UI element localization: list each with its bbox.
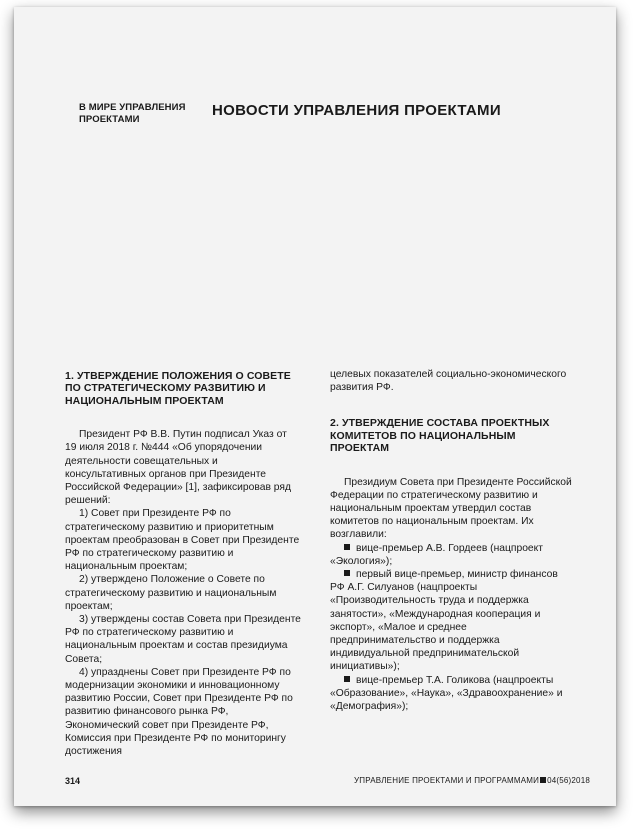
square-bullet-icon <box>344 544 350 550</box>
journal-name: УПРАВЛЕНИЕ ПРОЕКТАМИ И ПРОГРАММАМИ <box>354 776 540 785</box>
bullet-text: вице-премьер Т.А. Голикова (нацпроекты «Образование», «Наука», «Здравоохранение» и «Демография»); <box>330 674 563 713</box>
article1-continuation: целевых показателей социально-экономического развития РФ. <box>330 369 567 394</box>
article2-bullet-2 <box>330 568 572 674</box>
article1-item-2: 2) утверждено Положение о Совете по стратегическому развитию и национальным проектам; <box>65 574 277 612</box>
section-label: В МИРЕ УПРАВЛЕНИЯ ПРОЕКТАМИ <box>79 102 186 125</box>
page-number: 314 <box>65 776 81 786</box>
article2-bullet-1 <box>330 542 572 568</box>
left-column <box>65 370 301 758</box>
article2-intro: Президиум Совета при Президенте Российской Федерации по стратегическому развитию и национальным проектам утвердил состав комитетов по национальным проектам. Их возглавили: <box>330 476 572 541</box>
page-title: НОВОСТИ УПРАВЛЕНИЯ ПРОЕКТАМИ <box>212 102 501 119</box>
article2-bullet-3 <box>330 674 572 714</box>
square-separator-icon <box>540 777 546 783</box>
article1-item-3: 3) утверждены состав Совета при Президенте РФ по стратегическому развитию и национальным проектам и состав президиума Совета; <box>65 614 301 665</box>
journal-issue: 04(56)2018 <box>547 776 590 785</box>
bullet-text: первый вице-премьер, министр финансов РФ А.Г. Силуанов (нацпроекты «Производительность труда и поддержка занятости», «Международная кооперация и экспорт», «Малое и среднее предпринимательство и поддержка индивидуальной предпринимательской инициативы»); <box>330 569 558 673</box>
article1-intro: Президент РФ В.В. Путин подписал Указ от 19 июля 2018 г. №444 «Об упорядочении деятельности совещательных и консультативных органов при Президенте Российской Федерации» [1], зафиксировав ряд решений: <box>65 429 291 507</box>
journal-footer <box>354 776 590 785</box>
right-column <box>330 368 572 713</box>
article1-item-4: 4) упразднены Совет при Президенте РФ по модернизации экономики и инновационному развитию России, Совет при Президенте РФ по развитию финансового рынка РФ, Экономический совет при Президенте РФ, Комиссия при Президенте РФ по мониторингу достижения <box>65 666 293 758</box>
bullet-text: вице-премьер А.В. Гордеев (нацпроект «Экология»); <box>330 542 543 567</box>
square-bullet-icon <box>344 676 350 682</box>
article1-item-1: 1) Совет при Президенте РФ по стратегическому развитию и приоритетным проектам преобразован в Совет при Президенте РФ по стратегическому развитию и национальным проектам; <box>65 508 300 573</box>
square-bullet-icon <box>344 570 350 576</box>
article1-heading: 1. УТВЕРЖДЕНИЕ ПОЛОЖЕНИЯ О СОВЕТЕ ПО СТРАТЕГИЧЕСКОМУ РАЗВИТИЮ И НАЦИОНАЛЬНЫМ ПРОЕКТАМ <box>65 370 291 407</box>
article2-heading: 2. УТВЕРЖДЕНИЕ СОСТАВА ПРОЕКТНЫХ КОМИТЕТОВ ПО НАЦИОНАЛЬНЫМ ПРОЕКТАМ <box>330 417 550 455</box>
